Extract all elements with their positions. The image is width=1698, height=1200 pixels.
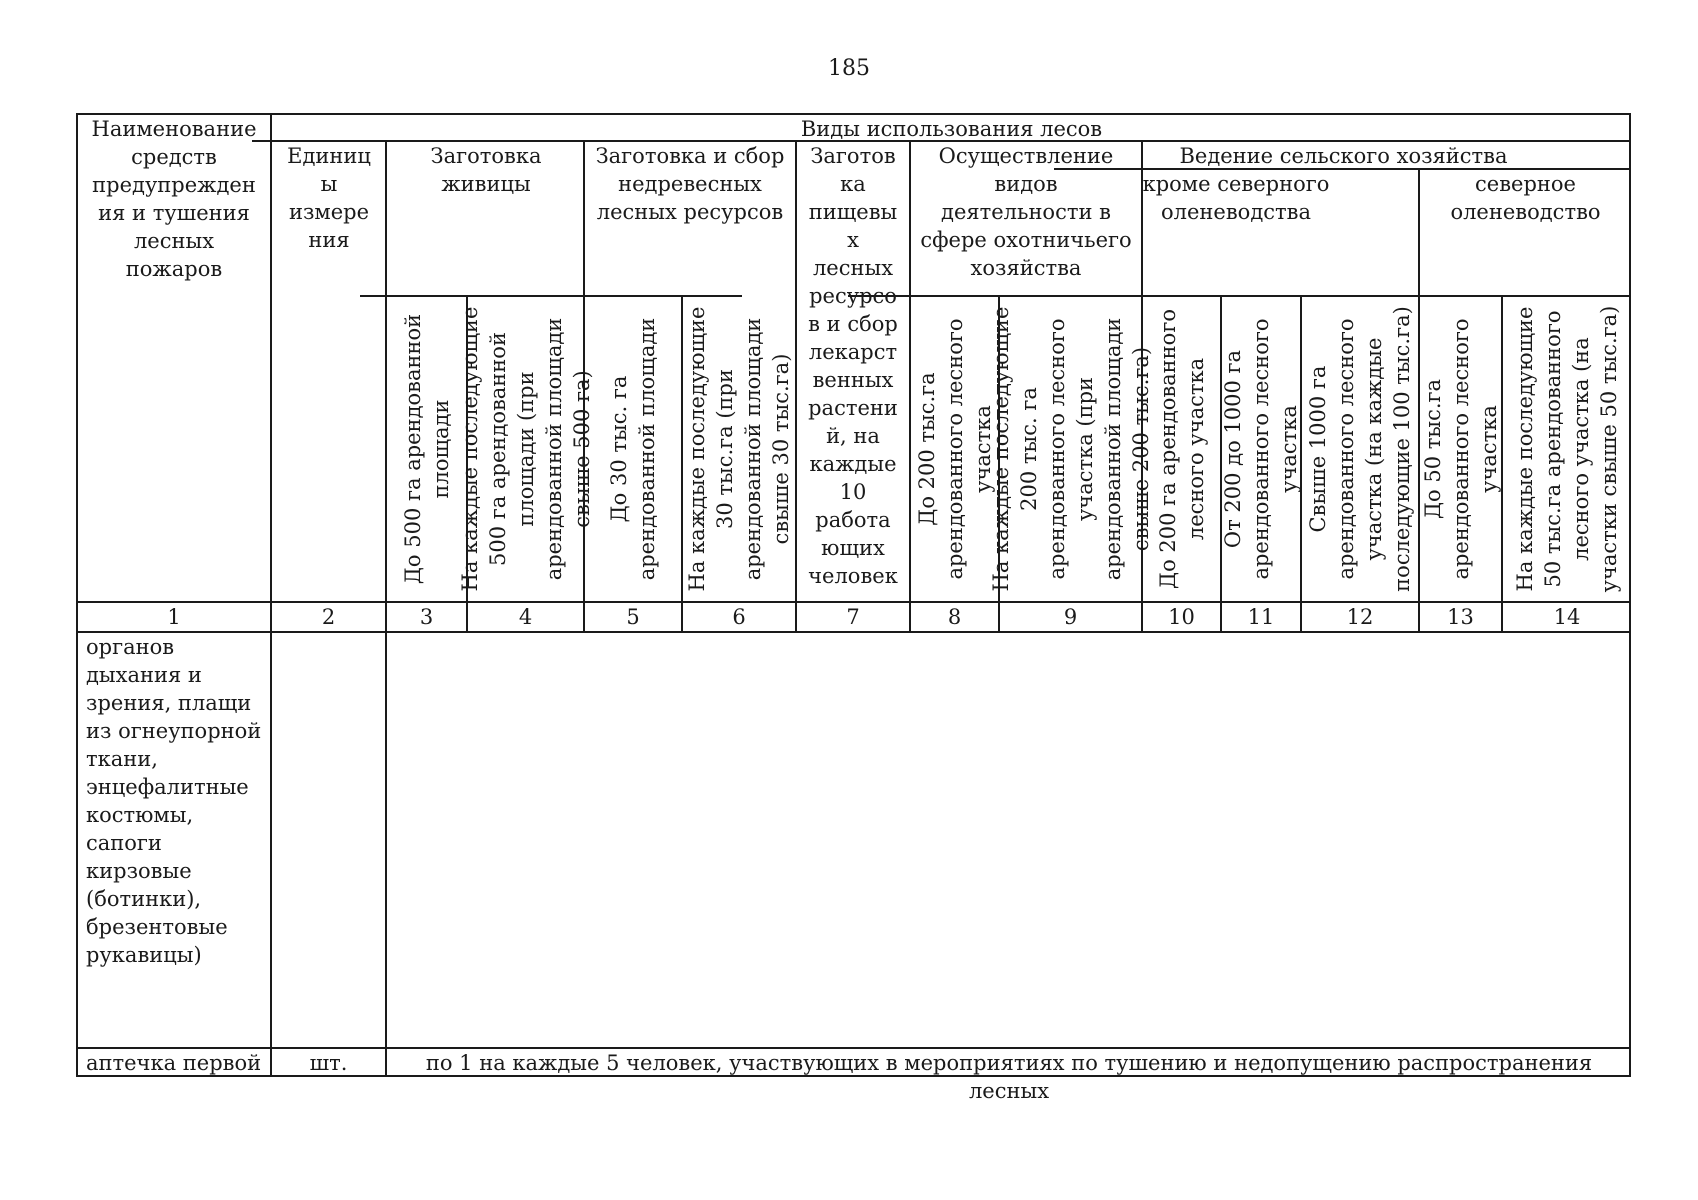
subheader-col13: До 50 тыс.га арендованного лесного участка [1420,318,1501,580]
colnum-10: 10 [1168,605,1195,629]
col1-header: Наименование средств предупрежден ия и тушения лесных пожаров [91,117,257,281]
colnum-11: 11 [1247,605,1275,629]
colnum-8: 8 [947,605,962,629]
subheader-col11: От 200 до 1000 га арендованного лесного участка [1221,318,1301,580]
subheader-col14: На каждые последующие 50 тыс.га арендованного лесного участка (на участки свыше 50 тыс.га) [1513,305,1621,593]
reindeer-header: северное оленеводство [1450,172,1601,224]
subheader-col3: До 500 га арендованной площади [400,313,453,585]
colnum-3: 3 [419,605,434,629]
colnum-2: 2 [321,605,336,629]
col7-header: Заготов ка пищевы х лесных ресурсо в и сбор лекарст венных растени й, на каждые 10 работа ющих человек [808,144,898,588]
subheader-col5: До 30 тыс. га арендованной площади [607,317,659,581]
subheader-col8: До 200 тыс.га арендованного лесного участка [914,318,995,580]
subheader-col12: Свыше 1000 га арендованного лесного участка (на каждые последующие 100 тыс.га) [1306,306,1414,592]
colnum-7: 7 [846,605,860,629]
subheader-col4: На каждые последующие 500 га арендованной площади (при арендованной площади свыше 500 га) [457,306,594,592]
rule-col6-right [795,140,797,631]
page-number: 185 [828,56,870,81]
colnum-1: 1 [167,605,181,629]
nedrevesnye-header: Заготовка и сбор недревесных лесных ресурсов [595,144,785,224]
row-1-name: органов дыхания и зрения, плащи из огнеупорной ткани, энцефалитные костюмы, сапоги кирзовые (ботинки), брезентовые рукавицы) [86,635,262,967]
hunting-header: Осуществление видов деятельности в сфере охотничьего хозяйства [920,144,1132,280]
col2-header: Единиц ы измере ния [287,144,371,252]
subheader-col10: До 200 га арендованного лесного участка [1155,309,1208,589]
subheader-col6: На каждые последующие 30 тыс.га (при арендованной площади свыше 30 тыс.га) [685,306,793,592]
zhivitsa-header: Заготовка живицы [430,144,542,196]
fire-equipment-table [76,113,1631,1103]
colnum-13: 13 [1447,605,1474,629]
group-header: Виды использования лесов [800,117,1103,141]
colnum-12: 12 [1346,605,1374,629]
row-1-value [387,633,1631,1047]
row-1-unit [272,633,385,1047]
colnum-6: 6 [732,605,746,629]
row-2-value: по 1 на каждые 5 человек, участвующих в мероприятиях по тушению и недопущению распространения лесных [425,1051,1593,1103]
agriculture-header: Ведение сельского хозяйства [1179,144,1508,168]
colnum-14: 14 [1553,605,1581,629]
subheader-col9: На каждые последующие 200 тыс. га арендованного лесного участка (при арендованной площади свыше 200 тыс.га) [988,306,1153,592]
colnum-9: 9 [1063,605,1078,629]
row-2-unit: шт. [309,1051,348,1075]
colnum-4: 4 [518,605,533,629]
row-2-name: аптечка первой [86,1051,262,1075]
non-reindeer-header: кроме северного оленеводства [1142,172,1330,224]
colnum-5: 5 [626,605,640,629]
